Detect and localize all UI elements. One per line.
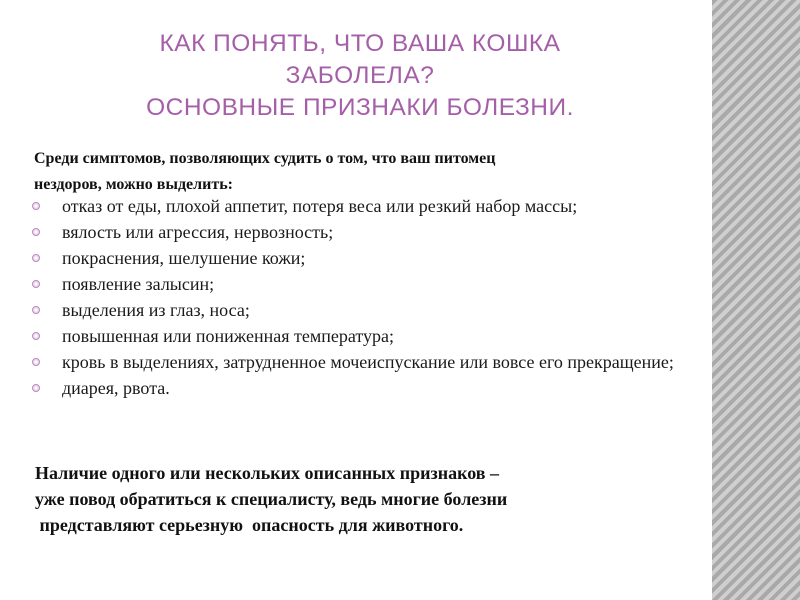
- list-item: [28, 349, 688, 375]
- title-line: ЗАБОЛЕЛА?: [285, 62, 435, 89]
- conclusion-line: Наличие одного или нескольких описанных признаков –: [35, 463, 500, 483]
- title-line: ОСНОВНЫЕ ПРИЗНАКИ БОЛЕЗНИ.: [146, 94, 574, 121]
- symptom-text: вялость или агрессия, нервозность;: [62, 222, 334, 242]
- conclusion-line: представляют серьезную опасность для животного.: [35, 515, 464, 535]
- symptom-text: отказ от еды, плохой аппетит, потеря веса или резкий набор массы;: [62, 196, 578, 216]
- list-item: [28, 297, 688, 323]
- bullet-icon: [32, 306, 40, 314]
- bullet-icon: [32, 254, 40, 262]
- list-item: [28, 219, 688, 245]
- list-item: [28, 193, 688, 219]
- intro-text: [34, 146, 654, 198]
- intro-line: нездоров, можно выделить:: [34, 176, 233, 193]
- bullet-icon: [32, 228, 40, 236]
- symptom-text: покраснения, шелушение кожи;: [62, 248, 306, 268]
- title-line: КАК ПОНЯТЬ, ЧТО ВАША КОШКА: [159, 30, 561, 57]
- symptom-text: повышенная или пониженная температура;: [62, 326, 394, 346]
- list-item: [28, 271, 688, 297]
- bullet-icon: [32, 280, 40, 288]
- bullet-icon: [32, 202, 40, 210]
- conclusion-text: [35, 460, 695, 538]
- symptom-text: диарея, рвота.: [62, 378, 170, 398]
- list-item: [28, 375, 688, 401]
- symptom-text: выделения из глаз, носа;: [62, 300, 250, 320]
- bullet-icon: [32, 332, 40, 340]
- symptom-text: появление залысин;: [62, 274, 215, 294]
- bullet-icon: [32, 384, 40, 392]
- conclusion-line: уже повод обратиться к специалисту, ведь многие болезни: [35, 489, 508, 509]
- slide-title: [60, 28, 660, 124]
- list-item: [28, 323, 688, 349]
- symptom-list: [28, 193, 688, 401]
- decorative-stripe: [712, 0, 800, 600]
- list-item: [28, 245, 688, 271]
- symptom-text: кровь в выделениях, затрудненное мочеиспускание или вовсе его прекращение;: [62, 352, 674, 372]
- intro-line: Среди симптомов, позволяющих судить о том, что ваш питомец: [34, 150, 496, 167]
- bullet-icon: [32, 358, 40, 366]
